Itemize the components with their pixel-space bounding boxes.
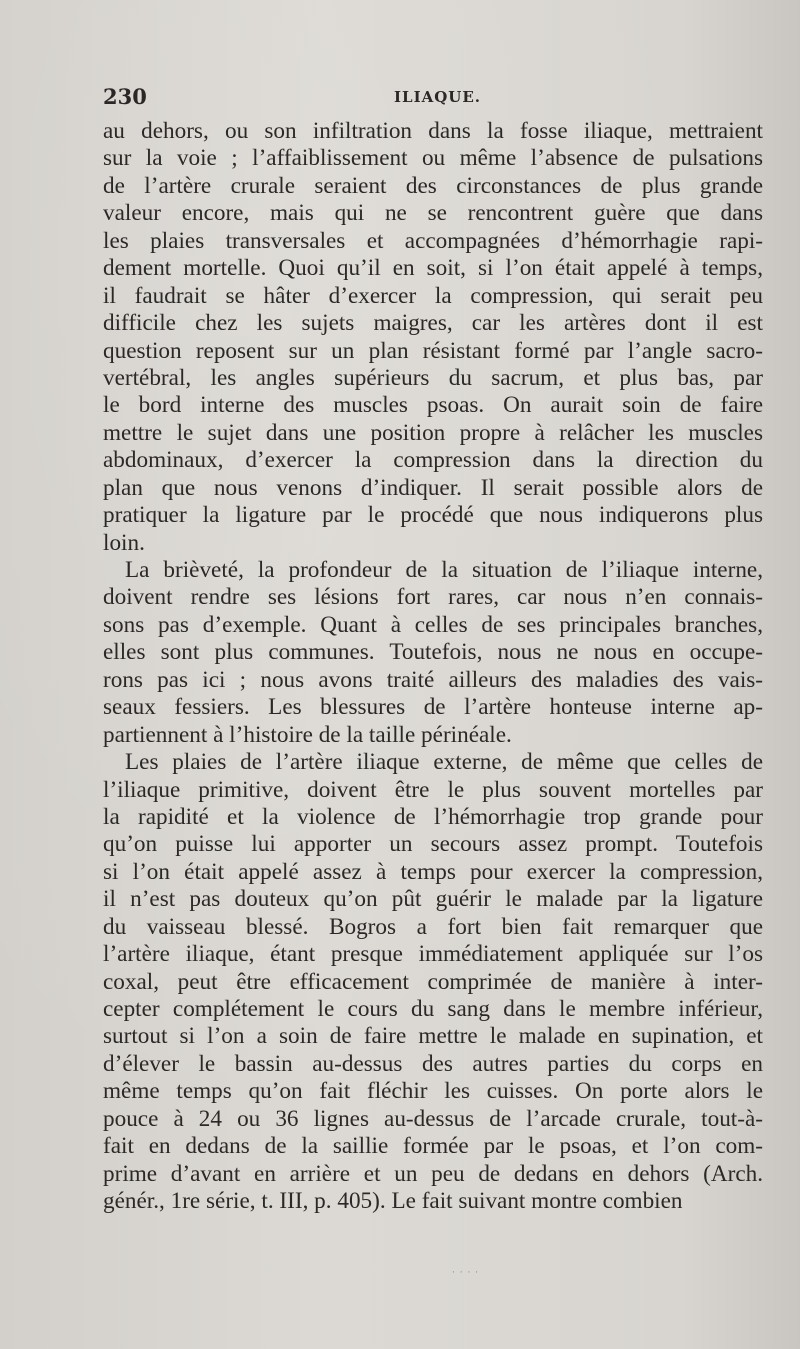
text-line: le bord interne des muscles psoas. On aurait soin de faire — [103, 392, 763, 419]
text-line: il n’est pas douteux qu’on pût guérir le malade par la ligature — [103, 886, 763, 913]
text-line: question reposent sur un plan résistant formé par l’angle sacro- — [103, 337, 763, 364]
text-line: sur la voie ; l’affaiblissement ou même l’absence de pulsations — [103, 145, 763, 172]
text-line: pratiquer la ligature par le procédé que nous indiquerons plus — [103, 502, 763, 529]
text-line: mettre le sujet dans une position propre à relâcher les muscles — [103, 419, 763, 446]
paragraph — [103, 749, 763, 1215]
text-line: valeur encore, mais qui ne se rencontrent guère que dans — [103, 200, 763, 227]
text-line: elles sont plus communes. Toutefois, nous ne nous en occupe- — [103, 639, 763, 666]
text-line: cepter complétement le cours du sang dans le membre inférieur, — [103, 996, 763, 1022]
text-line: doivent rendre ses lésions fort rares, car nous n’en connais- — [103, 584, 763, 611]
page-header — [103, 84, 493, 114]
text-line: loin. — [103, 529, 145, 556]
text-line: pouce à 24 ou 36 lignes au-dessus de l’arcade crurale, tout-à- — [103, 1105, 763, 1132]
text-line: il faudrait se hâter d’exercer la compression, qui serait peu — [103, 282, 763, 309]
text-line: d’élever le bassin au-dessus des autres parties du corps en — [103, 1050, 763, 1077]
text-line: seaux fessiers. Les blessures de l’artère honteuse interne ap- — [103, 694, 763, 721]
text-line: même temps qu’on fait fléchir les cuisses. On porte alors le — [103, 1078, 763, 1105]
text-line: prime d’avant en arrière et un peu de dedans en dehors (Arch. — [103, 1160, 763, 1187]
text-line: de l’artère crurale seraient des circonstances de plus grande — [103, 172, 763, 199]
text-line: dement mortelle. Quoi qu’il en soit, si l’on était appelé à temps, — [103, 255, 763, 282]
text-line: les plaies transversales et accompagnées d’hémorrhagie rapi- — [103, 227, 763, 254]
text-line: du vaisseau blessé. Bogros a fort bien fait remarquer que — [103, 913, 763, 940]
text-line: génér., 1re série, t. III, p. 405). Le fait suivant montre combien — [103, 1188, 683, 1215]
text-line: coxal, peut être efficacement comprimée de manière à inter- — [103, 968, 763, 995]
text-line: plan que nous venons d’indiquer. Il serait possible alors de — [103, 474, 763, 501]
text-line: abdominaux, d’exercer la compression dans la direction du — [103, 447, 763, 474]
text-line: surtout si l’on a soin de faire mettre le malade en supination, et — [103, 1023, 763, 1050]
text-line: difficile chez les sujets maigres, car les artères dont il est — [103, 310, 763, 337]
text-line: vertébral, les angles supérieurs du sacrum, et plus bas, par — [103, 364, 763, 391]
text-line: La brièveté, la profondeur de la situation de l’iliaque interne, — [125, 557, 763, 583]
text-line: la rapidité et la violence de l’hémorrhagie trop grande pour — [103, 803, 763, 830]
text-line: au dehors, ou son infiltration dans la fosse iliaque, mettraient — [103, 118, 763, 144]
text-line: qu’on puisse lui apporter un secours assez prompt. Toutefois — [103, 831, 763, 858]
text-line: sons pas d’exemple. Quant à celles de ses principales branches, — [103, 611, 763, 638]
text-line: rons pas ici ; nous avons traité ailleurs des maladies des vais- — [103, 666, 763, 693]
paragraph — [103, 557, 763, 749]
signature-mark: · · · · — [452, 1268, 480, 1278]
running-head: ILIAQUE. — [394, 88, 482, 106]
text-line: fait en dedans de la saillie formée par le psoas, et l’on com- — [103, 1133, 763, 1160]
text-line: si l’on était appelé assez à temps pour exercer la compression, — [103, 858, 763, 885]
text-line: l’iliaque primitive, doivent être le plus souvent mortelles par — [103, 776, 763, 803]
text-line: partiennent à l’histoire de la taille périnéale. — [103, 721, 512, 748]
page-number: 230 — [103, 84, 147, 109]
body-text — [103, 118, 763, 1216]
text-line: l’artère iliaque, étant presque immédiatement appliquée sur l’os — [103, 941, 763, 968]
text-line: Les plaies de l’artère iliaque externe, de même que celles de — [125, 749, 763, 776]
paragraph — [103, 118, 763, 557]
